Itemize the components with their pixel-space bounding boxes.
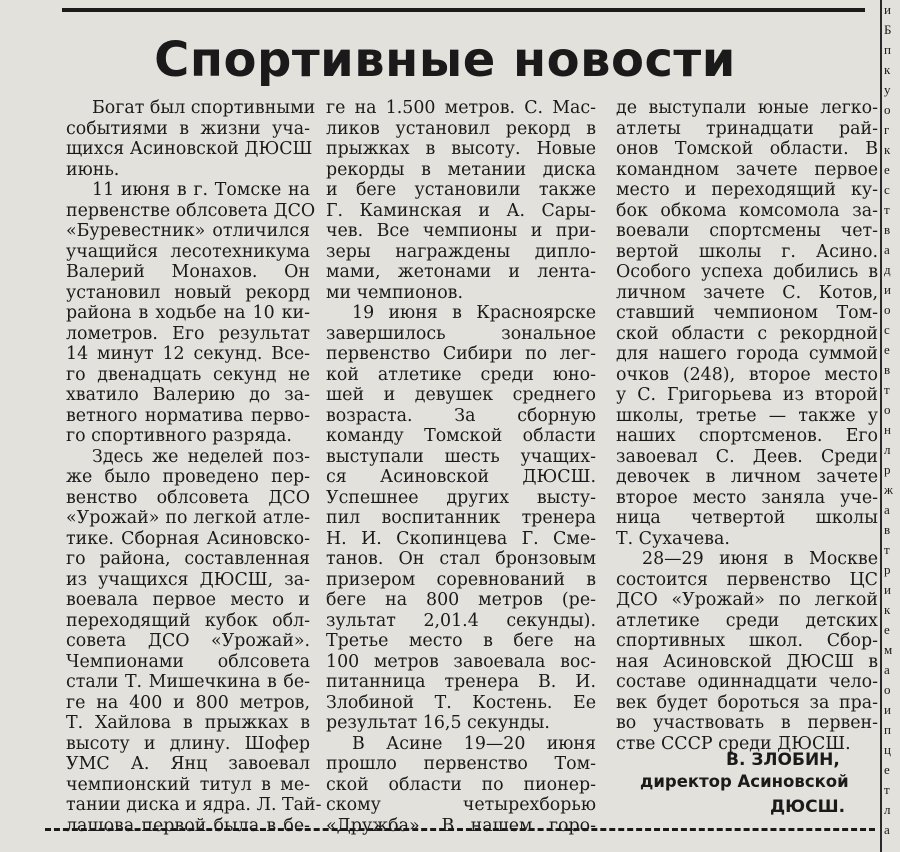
edge-fragment-char: р xyxy=(884,562,891,577)
text-line: района в ходьбе на 10 ки- xyxy=(66,303,310,323)
text-line: чемпионский титул в ме- xyxy=(66,774,310,795)
text-line: Третье место в беге на xyxy=(326,631,596,651)
text-line: ге на 1.500 метров. С. Мас- xyxy=(326,98,596,118)
text-line: тании диска и ядра. Л. Тай- xyxy=(66,795,322,815)
text-line: «Дружба». В нашем горо- xyxy=(326,815,596,836)
text-line: онов Томской области. В xyxy=(616,139,878,159)
text-line: зультат 2,01.4 секунды). xyxy=(326,610,596,631)
text-line: из учащихся ДЮСШ, за- xyxy=(66,569,310,590)
text-line: стали Т. Мишечкина в бе- xyxy=(66,672,310,692)
adjacent-article-fragment xyxy=(884,0,900,852)
text-line: кой атлетике среди юно- xyxy=(326,364,596,385)
edge-fragment-char: е xyxy=(884,762,890,777)
text-line: личном зачете С. Котов, xyxy=(616,282,878,303)
edge-fragment-char: е xyxy=(884,622,890,637)
text-line: лашова первой была в бе- xyxy=(66,815,310,836)
edge-fragment-char: а xyxy=(884,242,890,257)
edge-fragment-char: и xyxy=(884,582,891,597)
article-column-2 xyxy=(326,98,596,836)
text-line: Валерий Монахов. Он xyxy=(66,262,310,282)
signature-name: В. ЗЛОБИН, xyxy=(726,750,840,770)
edge-fragment-char: о xyxy=(884,102,891,117)
edge-fragment-char: в xyxy=(884,222,891,237)
text-line: завершилось зональное xyxy=(326,323,596,344)
edge-fragment-char: а xyxy=(884,502,890,517)
text-line: июнь. xyxy=(66,159,120,180)
edge-fragment-char: е xyxy=(884,162,890,177)
text-line: выступали шесть учащих- xyxy=(326,446,596,467)
text-line: Особого успеха добились в xyxy=(616,262,878,282)
text-line: го района, составленная xyxy=(66,549,310,569)
signature-title: директор Асиновской xyxy=(640,772,849,791)
text-line: очков (248), второе место xyxy=(616,364,878,385)
edge-fragment-char: и xyxy=(884,702,891,717)
text-line: наших спортсменов. Его xyxy=(616,426,878,446)
text-line: Успешнее других высту- xyxy=(326,487,596,508)
text-line: же было проведено пер- xyxy=(66,467,310,487)
text-line: спортивных школ. Сбор- xyxy=(616,631,878,651)
edge-fragment-char: а xyxy=(884,662,890,677)
text-line: результат 16,5 секунды. xyxy=(326,713,550,733)
text-line: пил воспитанник тренера xyxy=(326,508,596,528)
text-line: 14 минут 12 секунд. Все- xyxy=(66,344,310,364)
text-line: шей и девушек среднего xyxy=(326,385,596,405)
text-line: ликов установил рекорд в xyxy=(326,118,596,139)
text-line: 19 июня в Красноярске xyxy=(352,303,596,323)
edge-fragment-char: н xyxy=(884,422,891,437)
text-line: вертой школы г. Асино. xyxy=(616,241,878,262)
text-line: стве СССР среди ДЮСШ. xyxy=(616,733,851,754)
edge-fragment-char: с xyxy=(884,182,890,197)
edge-fragment-char: л xyxy=(884,802,891,817)
edge-fragment-char: а xyxy=(884,822,890,837)
text-line: Т. Сухачева. xyxy=(616,528,730,549)
text-line: де выступали юные легко- xyxy=(616,98,878,118)
edge-fragment-char: т xyxy=(884,782,890,797)
text-line: век будет бороться за пра- xyxy=(616,692,878,713)
edge-fragment-char: о xyxy=(884,402,891,417)
text-line: 28—29 июня в Москве xyxy=(642,549,878,569)
article-column-1 xyxy=(66,98,322,836)
text-line: бок обкома комсомола за- xyxy=(616,200,878,221)
text-line: ской области по пионер- xyxy=(326,774,596,795)
text-line: беге на 800 метров (ре- xyxy=(326,590,596,610)
signature-org: ДЮСШ. xyxy=(770,797,846,817)
right-column-rule xyxy=(880,0,882,852)
edge-fragment-char: с xyxy=(884,322,890,337)
text-line: возраста. За сборную xyxy=(326,405,596,426)
text-line: 100 метров завоевала вос- xyxy=(326,651,596,672)
text-line: зеры награждены дипло- xyxy=(326,241,596,262)
text-line: щихся Асиновской ДЮСШ xyxy=(66,139,313,159)
text-line: воевала первое место и xyxy=(66,590,310,610)
text-line: ми чемпионов. xyxy=(326,282,463,303)
text-line: второе место заняла уче- xyxy=(616,487,878,508)
text-line: го спортивного разряда. xyxy=(66,426,292,446)
text-line: во участвовать в первен- xyxy=(616,713,878,733)
text-line: танов. Он стал бронзовым xyxy=(326,549,596,569)
edge-fragment-char: е xyxy=(884,342,890,357)
text-line: венство облсовета ДСО xyxy=(66,487,310,508)
text-line: прыжках в высоту. Новые xyxy=(326,139,596,159)
text-line: го двенадцать секунд не xyxy=(66,364,310,385)
edge-fragment-char: к xyxy=(884,142,891,157)
text-line: ница четвертой школы xyxy=(616,508,878,528)
text-line: призером соревнований в xyxy=(326,569,596,590)
edge-fragment-char: п xyxy=(884,42,891,57)
text-line: девочек в личном зачете xyxy=(616,467,878,487)
text-line: высоту и длину. Шофер xyxy=(66,733,310,754)
text-line: «Буревестник» отличился xyxy=(66,221,310,241)
edge-fragment-char: о xyxy=(884,302,891,317)
text-line: установил новый рекорд xyxy=(66,282,310,303)
text-line: ской области с рекордной xyxy=(616,323,878,344)
text-line: и беге установили также xyxy=(326,180,596,200)
text-line: УМС А. Янц завоевал xyxy=(66,754,310,774)
text-line: завоевал С. Деев. Среди xyxy=(616,446,878,467)
text-line: ставший чемпионом Том- xyxy=(616,303,878,323)
text-line: Н. И. Скопинцева Г. Сме- xyxy=(326,528,596,549)
text-line: хватило Валерию до за- xyxy=(66,385,310,405)
text-line: чев. Все чемпионы и при- xyxy=(326,221,596,241)
edge-fragment-char: в xyxy=(884,522,891,537)
text-line: Г. Каминская и А. Сары- xyxy=(326,200,596,221)
edge-fragment-char: Б xyxy=(884,22,892,37)
text-line: школы, третье — также у xyxy=(616,405,878,426)
edge-fragment-char: в xyxy=(884,362,891,377)
text-line: воевали спортсмены чет- xyxy=(616,221,878,241)
edge-fragment-char: ц xyxy=(884,742,891,757)
edge-fragment-char: р xyxy=(884,462,891,477)
edge-fragment-char: м xyxy=(884,642,893,657)
article-column-3 xyxy=(616,98,878,754)
text-line: 11 июня в г. Томске на xyxy=(92,180,310,200)
text-line: состоится первенство ЦС xyxy=(616,569,878,590)
text-line: питанница тренера В. И. xyxy=(326,672,596,692)
text-line: атлеты тринадцати рай- xyxy=(616,118,878,139)
edge-fragment-char: г xyxy=(884,122,890,137)
text-line: ге на 400 и 800 метров, xyxy=(66,692,310,713)
text-line: скому четырехборью xyxy=(326,795,596,815)
text-line: первенстве облсовета ДСО xyxy=(66,200,316,221)
text-line: ДСО «Урожай» по легкой xyxy=(616,590,878,610)
text-line: команду Томской области xyxy=(326,426,596,446)
edge-fragment-char: т xyxy=(884,202,890,217)
edge-fragment-char: к xyxy=(884,62,891,77)
edge-fragment-char: д xyxy=(884,262,891,277)
edge-fragment-char: т xyxy=(884,382,890,397)
headline: Спортивные новости xyxy=(154,32,736,88)
text-line: ветного норматива перво- xyxy=(66,405,310,426)
text-line: атлетике среди детских xyxy=(616,610,878,631)
edge-fragment-char: п xyxy=(884,722,891,737)
edge-fragment-char: к xyxy=(884,602,891,617)
text-line: В Асине 19—20 июня xyxy=(352,733,596,754)
text-line: составе одиннадцати чело- xyxy=(616,672,878,692)
text-line: Т. Хайлова в прыжках в xyxy=(66,713,310,733)
edge-fragment-char: и xyxy=(884,2,891,17)
edge-fragment-char: л xyxy=(884,442,891,457)
text-line: учащийся лесотехникума xyxy=(66,241,310,262)
bottom-dashed-rule xyxy=(45,828,875,831)
edge-fragment-char: о xyxy=(884,682,891,697)
text-line: место и переходящий ку- xyxy=(616,180,878,200)
text-line: ная Асиновской ДЮСШ в xyxy=(616,651,878,672)
text-line: прошло первенство Том- xyxy=(326,754,596,774)
edge-fragment-char: т xyxy=(884,542,890,557)
text-line: лометров. Его результат xyxy=(66,323,310,344)
text-line: Богат был спортивными xyxy=(92,98,316,118)
text-line: первенство Сибири по лег- xyxy=(326,344,596,364)
text-line: совета ДСО «Урожай». xyxy=(66,631,310,651)
text-line: переходящий кубок обл- xyxy=(66,610,310,631)
text-line: «Урожай» по легкой атле- xyxy=(66,508,310,528)
text-line: командном зачете первое xyxy=(616,159,878,180)
text-line: ся Асиновской ДЮСШ. xyxy=(326,467,596,487)
text-line: Чемпионами облсовета xyxy=(66,651,310,672)
edge-fragment-char: и xyxy=(884,282,891,297)
text-line: событиями в жизни уча- xyxy=(66,118,310,139)
edge-fragment-char: у xyxy=(884,82,891,97)
text-line: рекорды в метании диска xyxy=(326,159,596,180)
text-line: мами, жетонами и лента- xyxy=(326,262,596,282)
text-line: для нашего города суммой xyxy=(616,344,878,364)
text-line: у С. Григорьева из второй xyxy=(616,385,878,405)
text-line: тике. Сборная Асиновско- xyxy=(66,528,310,549)
top-rule xyxy=(62,8,865,12)
edge-fragment-char: ж xyxy=(884,482,893,497)
text-line: Здесь же неделей поз- xyxy=(92,446,310,467)
text-line: Злобиной Т. Костень. Ее xyxy=(326,692,596,713)
